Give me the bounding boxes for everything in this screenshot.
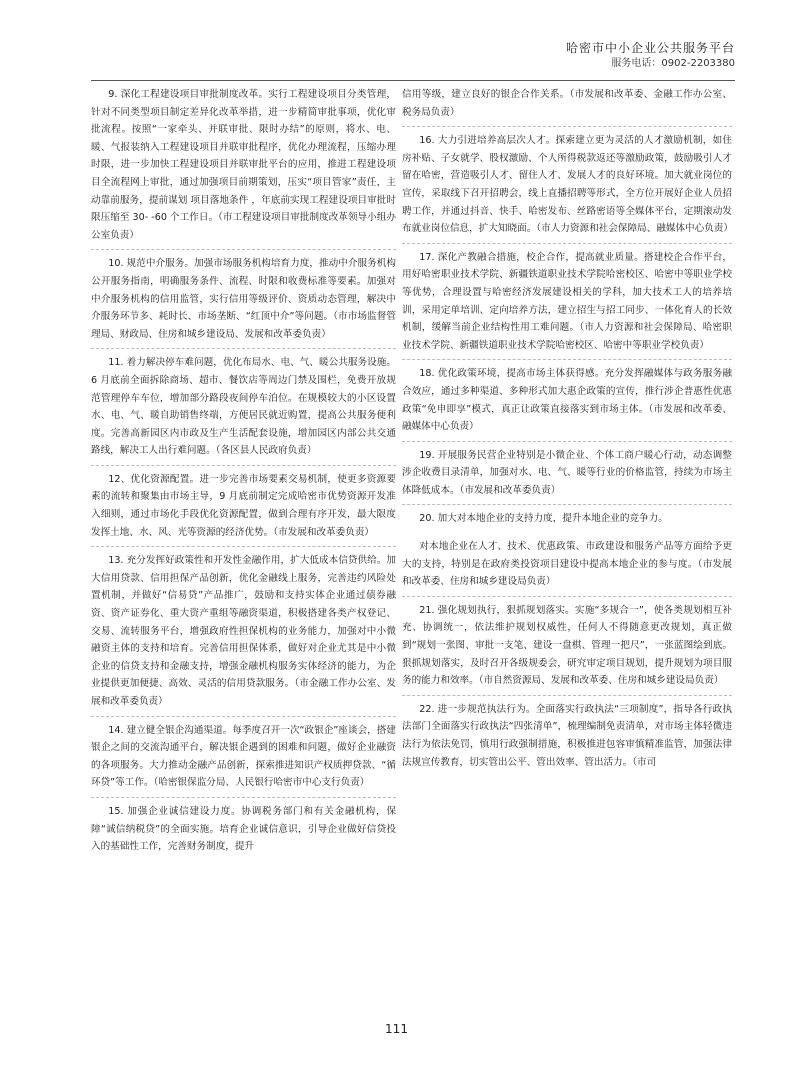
left-column xyxy=(91,86,396,856)
paragraph-item-10: 10. 规范中介服务。加强市场服务机构培育力度，推动中介服务机构公开服务指南，明确服务条件、流程、时限和收费标准等要素。加强对中介服务机构的信用监管，实行信用等级评价、资质动态管理，解决中介服务环节多、耗时长、市场垄断、“红顶中介”等问题。（市市场监督管理局、财政局、住房和城乡建设局、发展和改革委负责） xyxy=(91,258,396,340)
page-header xyxy=(566,40,735,71)
right-column xyxy=(402,86,732,771)
paragraph-item-11: 11. 着力解决停车难问题，优化布局水、电、气、暖公共服务设施。6 月底前全面拆除商场、超市、餐饮店等周边门禁及围栏，免费开放规范管理停车车位，增加部分路段夜间停车泊位。在规模较大的小区设置水、电、气、暖自助销售终端，方便居民就近购置，提高公共服务便利度。完善高新园区内市政及生产生活配套设施，增加园区内部公共交通路线，解决工人出行难问题。（各区县人民政府负责） xyxy=(91,357,396,457)
paragraph-item-16: 16. 大力引进培养高层次人才。探索建立更为灵活的人才激励机制，如住房补贴、子女就学、股权激励、个人所得税款返还等激励政策，鼓励吸引人才留在哈密，营造吸引人才、留住人才、发展人才的良好环境。加大就业岗位的宣传，采取线下召开招聘会，线上直播招聘等形式，全方位开展好企业人员招聘工作，并通过抖音、快手、哈密发布、丝路密语等全媒体平台，定期滚动发布就业岗位信息，扩大知晓面。（市人力资源和社会保障局、融媒体中心负责） xyxy=(402,135,733,235)
paragraph-divider xyxy=(91,465,396,466)
paragraph-item-13: 13. 充分发挥好政策性和开发性金融作用，扩大低成本信贷供给。加大信用贷款、信用担保产品创新，优化金融线上服务，完善违约风险处置机制，并做好“信易贷”产品推广，鼓励和支持实体企业通过债券融资、资产证券化、重大资产重组等融资渠道，积极搭建各类产权登记、交易、流转服务平台，增强政府性担保机构的业务能力，加强对中小微融资主体的支持和培育。完善信用担保体系，做好对企业尤其是中小微企业的信贷支持和金融支持，增强金融机构服务实体经济的能力，为企业提供更加便捷、高效、灵活的信用贷款服务。（市金融工作办公室、发展和改革委负责） xyxy=(91,555,396,707)
paragraph-item-20-detail: 对本地企业在人才、技术、优惠政策、市政建设和服务产品等方面给予更大的支持，特别是在政府类投资项目建设中提高本地企业的参与度。（市发展和改革委、住房和城乡建设局负责） xyxy=(402,541,732,588)
paragraph-item-14: 14. 建立健全银企沟通渠道。每季度召开一次“政银企”座谈会，搭建银企之间的交流沟通平台，解决银企遇到的困难和问题，做好企业融资的各项服务。大力推动金融产品创新，探索推进知识产权质押贷款、“循环贷”等工作。（哈密银保监分局、人民银行哈密市中心支行负责） xyxy=(91,724,396,789)
paragraph-divider xyxy=(91,716,396,717)
paragraph-divider xyxy=(402,695,732,696)
paragraph-divider xyxy=(91,797,396,798)
paragraph-item-18: 18. 优化政策环境，提高市场主体获得感。充分发挥融媒体与政务服务融合效应，通过多种渠道、多种形式加大惠企政策的宣传，推行涉企普惠性优惠政策“免申即享”模式，真正让政策直接落实到市场主体。（市发展和改革委、融媒体中心负责） xyxy=(402,368,732,433)
header-rule xyxy=(91,80,735,81)
paragraph-divider xyxy=(402,504,732,505)
paragraph-item-15-continued: 信用等级，建立良好的银企合作关系。（市发展和改革委、金融工作办公室、税务局负责） xyxy=(402,89,732,118)
paragraph-item-19: 19. 开展服务民营企业特别是小微企业、个体工商户暖心行动，动态调整涉企收费目录清单，加强对水、电、气、暖等行业的价格监管，持续为市场主体降低成本。（市发展和改革委负责） xyxy=(402,449,732,496)
paragraph-item-12: 12、优化资源配置。进一步完善市场要素交易机制，使更多资源要素的流转和聚集由市场主导，9 月底前制定完成哈密市优势资源开发准入细则，通过市场化手段优化资源配置，做到合理有序开发，最大限度发挥土地、水、风、光等资源的经济优势。（市发展和改革委负责） xyxy=(91,473,396,538)
paragraph-divider xyxy=(402,243,732,244)
paragraph-item-17: 17. 深化产教融合措施，校企合作，提高就业质量。搭建校企合作平台，用好哈密职业技术学院、新疆铁道职业技术学院哈密校区、哈密中等职业学校等优势，合理设置与哈密经济发展建设相关的学科，加大技术工人的培养培训，采用定单培训、定向培养方法，建立招生与招工同步、一体化育人的长效机制，缓解当前企业结构性用工难问题。（市人力资源和社会保障局、哈密职业技术学院、新疆铁道职业技术学院哈密校区、哈密中等职业学校负责） xyxy=(402,251,732,351)
page-number: 111 xyxy=(385,1022,408,1036)
paragraph-divider xyxy=(402,126,732,127)
paragraph-divider xyxy=(402,359,732,360)
paragraph-divider xyxy=(91,546,396,547)
paragraph-item-15: 15. 加强企业诚信建设力度。协调税务部门和有关金融机构，保障“诚信纳税贷”的全面实施。培育企业诚信意识，引导企业做好信贷投入的基础性工作，完善财务制度，提升 xyxy=(91,805,396,853)
paragraph-item-20: 20. 加大对本地企业的支持力度，提升本地企业的竞争力。 xyxy=(419,513,668,525)
paragraph-item-9: 9. 深化工程建设项目审批制度改革。实行工程建设项目分类管理，针对不同类型项目制定差异化改革举措，进一步精简审批事项，优化审批流程。按照“一家牵头、并联审批、限时办结”的原则，将水、电、暖、气报装纳入工程建设项目并联审批程序，优化办理流程，压缩办理时限，进一步加快工程建设项目并联审批平台的应用，推进工程建设项目全流程网上审批，通过加强项目前期策划，压实“项目管家”责任，主动靠前服务，提前谋划 项目落地条件 ，年底前实现工程建设项目审批时限压缩至 30- -60 个工作日。（市工程建设项目审批制度改革领导小组办公室负责） xyxy=(91,89,396,241)
service-phone: 服务电话：0902-2203380 xyxy=(611,58,735,69)
platform-title: 哈密市中小企业公共服务平台 xyxy=(565,41,735,55)
paragraph-gap xyxy=(402,528,732,538)
paragraph-item-21: 21. 强化规划执行，狠抓规划落实。实施“多规合一”，使各类规划相互补充、协调统一，依法维护规划权威性，任何人不得随意更改规划，真正做到“规划一张图、审批一支笔、建设一盘棋、管理一把尺”，一张蓝图绘到底。狠抓规划落实，及时召开各级规委会，研究审定项目规划，提升规划为项目服务的能力和效率。（市自然资源局、发展和改革委、住房和城乡建设局负责） xyxy=(402,604,732,687)
paragraph-item-22: 22. 进一步规范执法行为。全面落实行政执法“三项制度”，指导各行政执法部门全面落实行政执法“四张清单”，梳理编制免责清单，对市场主体轻微违法行为依法免罚，慎用行政强制措施，积极推进包容审慎精准监管，加强法律法规宣传教育，切实管出公平、管出效率、管出活力。（市司 xyxy=(402,703,732,768)
paragraph-divider xyxy=(402,596,732,597)
paragraph-divider xyxy=(402,441,732,442)
paragraph-divider xyxy=(91,249,396,250)
paragraph-divider xyxy=(91,348,396,349)
